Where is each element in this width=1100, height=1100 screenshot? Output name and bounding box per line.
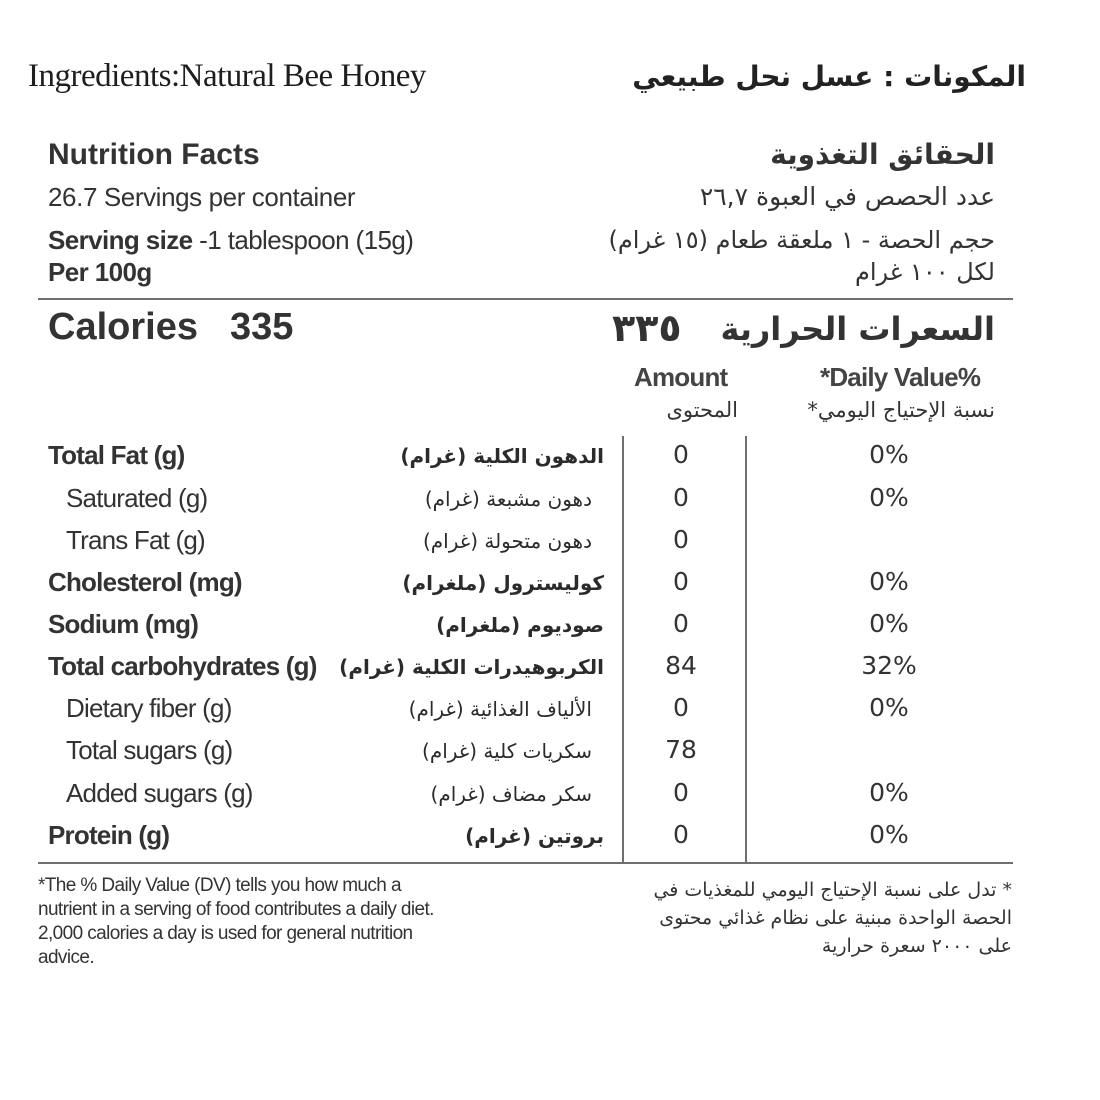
nutrient-name: Total sugars (g) — [66, 735, 233, 765]
serving-size-label: Serving size — [48, 225, 193, 255]
nutrient-amount: 78 — [665, 735, 697, 764]
nutrient-name-ar: الدهون الكلية (غرام) — [400, 444, 604, 468]
nutrient-amount: 84 — [665, 651, 697, 680]
nutrient-name: Trans Fat (g) — [66, 525, 205, 555]
nutrition-facts-title-ar: الحقائق التغذوية — [770, 138, 995, 171]
nutrient-amount: 0 — [673, 693, 689, 722]
nutrient-daily-value: 32% — [861, 651, 917, 680]
nutrient-name: Added sugars (g) — [66, 778, 253, 808]
footnote-en-line: 2,000 calories a day is used for general nutrition — [38, 923, 413, 944]
footnote-ar — [653, 876, 1012, 960]
ingredients-ar: المكونات : عسل نحل طبيعي — [632, 60, 1026, 93]
nutrient-amount: 0 — [673, 567, 689, 596]
nutrient-name-ar: الألياف الغذائية (غرام) — [408, 697, 592, 721]
nutrient-name-ar: دهون متحولة (غرام) — [422, 529, 592, 553]
footnote-en-line: *The % Daily Value (DV) tells you how much a — [38, 875, 401, 896]
nutrient-daily-value: 0% — [869, 820, 909, 849]
nutrient-amount: 0 — [673, 778, 689, 807]
nutrient-daily-value: 0% — [869, 778, 909, 807]
nutrient-daily-value: 0% — [869, 440, 909, 469]
nutrient-name-ar: سكر مضاف (غرام) — [430, 782, 592, 806]
nutrient-name-ar: صوديوم (ملغرام) — [436, 613, 604, 637]
divider-header — [38, 298, 1013, 300]
footnote-ar-line: على ٢٠٠٠ سعرة حرارية — [821, 935, 1012, 957]
servings-per-container: 26.7 Servings per container — [48, 182, 356, 212]
nutrient-daily-value: 0% — [869, 483, 909, 512]
nutrient-name: Cholesterol (mg) — [48, 567, 242, 597]
nutrient-name: Sodium (mg) — [48, 609, 199, 639]
nutrient-daily-value: 0% — [869, 567, 909, 596]
nutrient-daily-value: 0% — [869, 609, 909, 638]
ingredients-en: Ingredients:Natural Bee Honey — [28, 58, 426, 94]
nutrient-name: Total carbohydrates (g) — [48, 651, 317, 681]
calories-label: Calories — [48, 306, 198, 348]
serving-size-ar: حجم الحصة - ١ ملعقة طعام (١٥ غرام) — [608, 226, 995, 254]
nutrient-name: Dietary fiber (g) — [66, 693, 232, 723]
nutrient-name-ar: الكربوهيدرات الكلية (غرام) — [339, 655, 604, 679]
amount-header-ar: المحتوى — [666, 398, 738, 422]
nutrient-name-ar: سكريات كلية (غرام) — [422, 739, 592, 763]
divider-footnote — [38, 862, 1013, 864]
nutrient-amount: 0 — [673, 483, 689, 512]
daily-value-header-ar: نسبة الإحتياج اليومي* — [807, 398, 995, 422]
servings-per-container-ar: عدد الحصص في العبوة ٢٦,٧ — [699, 182, 995, 211]
nutrient-name-ar: بروتين (غرام) — [465, 824, 604, 848]
per-100g-ar: لكل ١٠٠ غرام — [855, 258, 995, 286]
calories-value-ar: ٣٣٥ — [612, 306, 682, 350]
nutrient-name-ar: دهون مشبعة (غرام) — [424, 487, 592, 511]
nutrient-amount: 0 — [673, 609, 689, 638]
nutrient-name: Total Fat (g) — [48, 440, 185, 470]
footnote-ar-line: * تدل على نسبة الإحتياج اليومي للمغذيات في — [653, 879, 1012, 901]
nutrient-amount: 0 — [673, 440, 689, 469]
calories-label-ar: السعرات الحرارية — [720, 310, 995, 348]
footnote-en — [38, 874, 434, 970]
nutrient-amount: 0 — [673, 525, 689, 554]
footnote-ar-line: الحصة الواحدة مبنية على نظام غذائي محتوى — [659, 907, 1012, 929]
amount-header: Amount — [634, 362, 728, 392]
daily-value-header: *Daily Value% — [820, 362, 981, 392]
nutrient-amount: 0 — [673, 820, 689, 849]
footnote-en-line: nutrient in a serving of food contributes a daily diet. — [38, 899, 434, 920]
nutrient-name: Saturated (g) — [66, 483, 208, 513]
nutrient-daily-value: 0% — [869, 693, 909, 722]
serving-size — [48, 225, 413, 256]
serving-size-value: -1 tablespoon (15g) — [192, 225, 414, 255]
nutrient-name-ar: كوليسترول (ملغرام) — [402, 571, 604, 595]
per-100g: Per 100g — [48, 257, 152, 287]
calories-value: 335 — [230, 306, 294, 348]
nutrient-name: Protein (g) — [48, 820, 170, 850]
column-divider-daily-value — [745, 436, 747, 862]
column-divider-amount — [622, 436, 624, 862]
nutrition-facts-title: Nutrition Facts — [48, 138, 260, 171]
footnote-en-line: advice. — [38, 947, 95, 968]
